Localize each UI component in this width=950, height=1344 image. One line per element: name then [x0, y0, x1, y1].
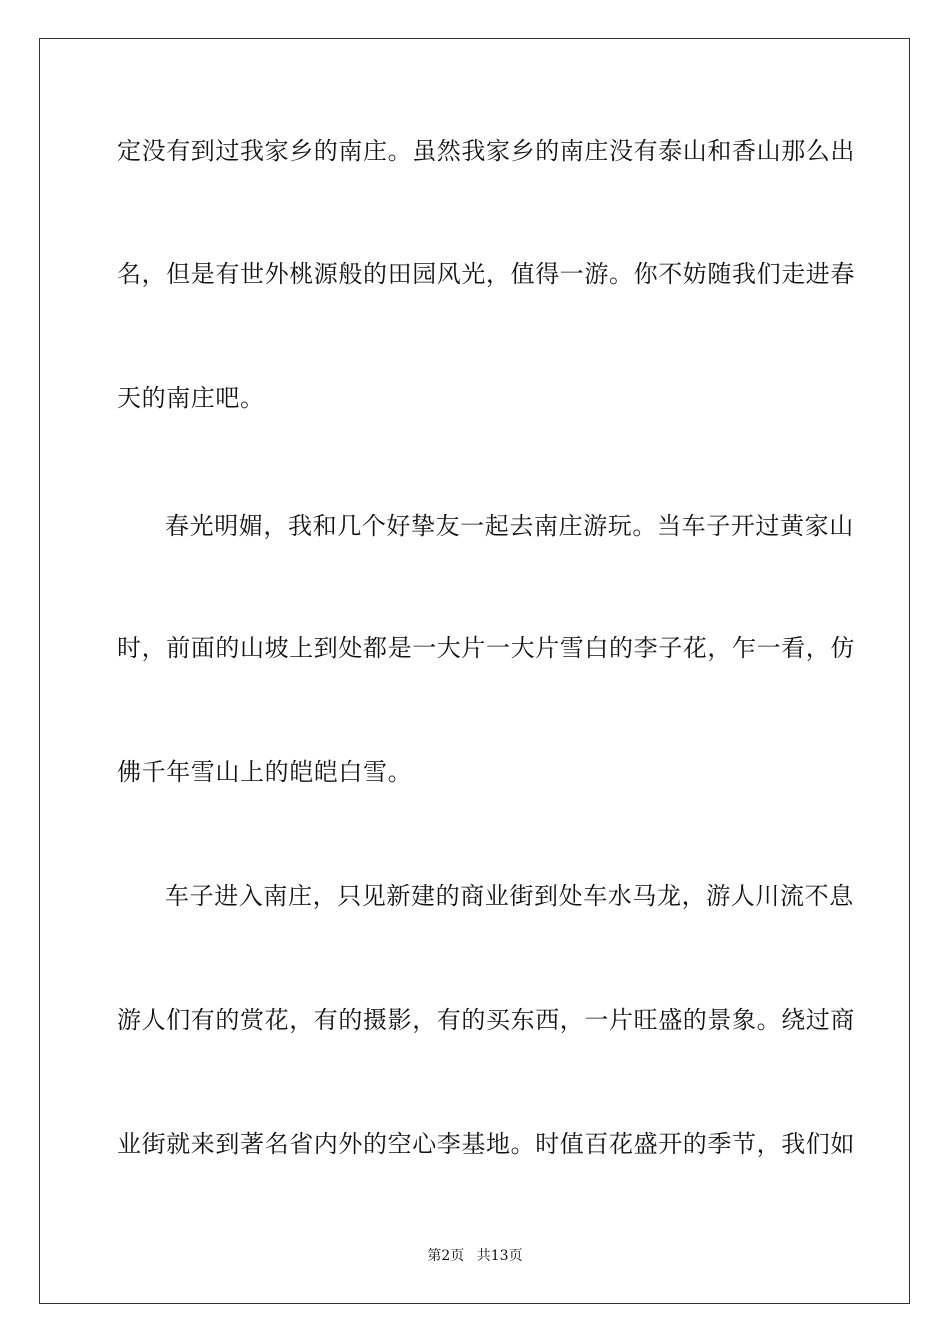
- body-text-line: 业街就来到著名省内外的空心李基地。时值百花盛开的季节，我们如: [117, 1130, 855, 1158]
- page-footer: [0, 1246, 950, 1266]
- page-total: 共13页: [476, 1248, 523, 1264]
- body-text-line: 佛千年雪山上的皑皑白雪。: [117, 758, 413, 786]
- body-text-line: 定没有到过我家乡的南庄。虽然我家乡的南庄没有泰山和香山那么出: [117, 137, 855, 165]
- body-text-line: 名，但是有世外桃源般的田园风光，值得一游。你不妨随我们走进春: [117, 260, 855, 288]
- page-number: 第2页: [427, 1248, 465, 1264]
- paragraph-first-line: 春光明媚，我和几个好挚友一起去南庄游玩。当车子开过黄家山: [165, 512, 854, 540]
- body-text-line: 游人们有的赏花，有的摄影，有的买东西，一片旺盛的景象。绕过商: [117, 1006, 855, 1034]
- body-text-line: 天的南庄吧。: [117, 384, 265, 412]
- body-text-line: 时，前面的山坡上到处都是一大片一大片雪白的李子花，乍一看，仿: [117, 634, 855, 662]
- paragraph-first-line: 车子进入南庄，只见新建的商业街到处车水马龙，游人川流不息: [165, 882, 854, 910]
- page-frame: [39, 38, 910, 1304]
